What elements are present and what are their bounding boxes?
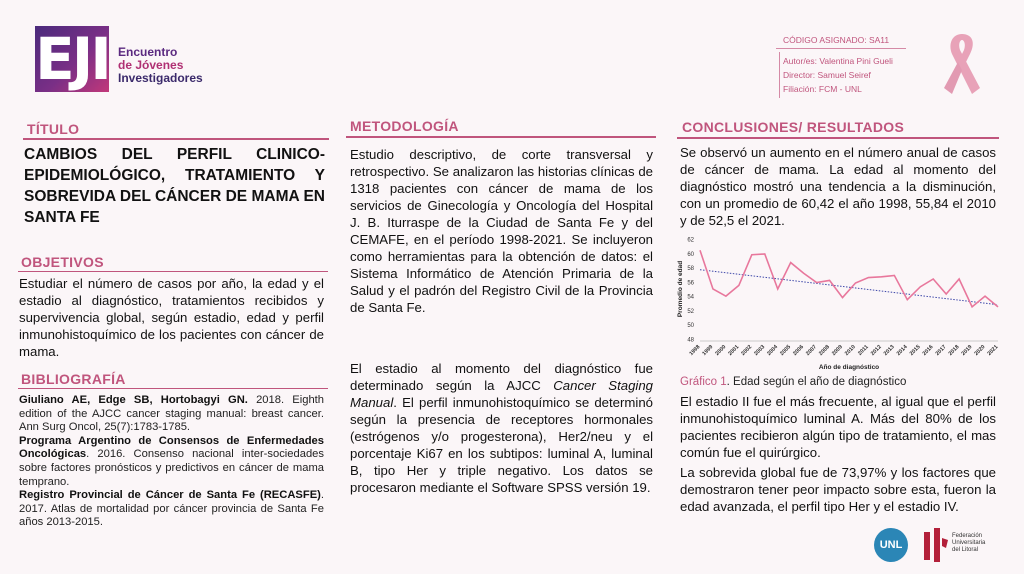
x-tick-label: 2019	[960, 344, 974, 358]
metodologia-heading: METODOLOGÍA	[350, 118, 459, 134]
x-tick-label: 2011	[857, 344, 870, 357]
header-divider	[776, 48, 906, 49]
bibliografia-list	[19, 394, 324, 530]
logo-text	[118, 46, 203, 85]
y-tick-label: 48	[687, 337, 694, 344]
x-tick-label: 2017	[934, 344, 948, 358]
age-by-year-chart	[676, 233, 1004, 375]
director: Director: Samuel Seiref	[783, 70, 871, 80]
x-tick-label: 2002	[740, 344, 754, 358]
x-tick-label: 2010	[843, 344, 857, 358]
conclusiones-heading: CONCLUSIONES/ RESULTADOS	[682, 119, 905, 135]
pink-ribbon-icon	[938, 30, 986, 102]
metodologia-p2: El estadio al momento del diagnóstico fue determinado según la AJCC Cancer Staging Manual. El perfil inmunohistoquímico se determinó según la presencia de receptores hormonales (estrógenos y/o progesterona), Her2/neu y el porcentaje Ki67 en los subtipos: luminal A, luminal B, tipo Her y triple negativo. Los datos se procesaron mediante el Software SPSS versión 19.	[350, 361, 653, 495]
header-vertical-line	[779, 52, 780, 98]
y-axis-title: Promedio de edad	[677, 260, 684, 318]
x-tick-label: 2004	[766, 344, 780, 358]
x-tick-label: 2001	[727, 344, 741, 358]
x-tick-label: 1999	[701, 344, 715, 358]
titulo-underline	[23, 138, 329, 140]
titulo-heading: TÍTULO	[27, 121, 80, 137]
y-tick-label: 58	[687, 266, 694, 273]
logo-line-1: Encuentro	[118, 45, 178, 59]
x-tick-label: 2005	[779, 344, 793, 358]
y-tick-label: 52	[687, 308, 694, 315]
x-tick-label: 2007	[805, 344, 819, 358]
x-tick-label: 2013	[882, 344, 896, 358]
x-tick-label: 1998	[688, 344, 702, 358]
reference-item: Registro Provincial de Cáncer de Santa Fe (RECASFE). 2017. Atlas de mortalidad por cáncer provincia de Santa Fe años 2013-2015.	[19, 489, 324, 529]
bibliografia-heading: BIBLIOGRAFÍA	[21, 371, 126, 387]
x-tick-label: 2012	[869, 344, 883, 358]
fuu-logo-text: Federación Universitaria del Litoral	[952, 533, 986, 553]
chart-caption: Gráfico 1. Edad según el año de diagnóstico	[680, 376, 907, 388]
metodologia-underline	[346, 136, 656, 138]
y-tick-label: 54	[687, 294, 694, 301]
x-tick-label: 2021	[986, 344, 1000, 358]
conclusiones-p1: Se observó un aumento en el número anual de casos de cáncer de mama. La edad al momento del diagnóstico mostró una tendencia a la disminución, con un promedio de 60,42 el año 1998, 55,84 el 2010 y de 52,5 el 2021.	[680, 145, 996, 228]
conclusiones-underline	[677, 137, 999, 139]
objetivos-underline	[18, 271, 328, 272]
x-tick-label: 2016	[921, 344, 935, 358]
filiacion: Filiación: FCM - UNL	[783, 84, 862, 94]
unl-logo: UNL	[874, 528, 908, 562]
eji-logo-letters: EJI	[35, 25, 109, 93]
x-tick-label: 2018	[947, 344, 961, 358]
reference-item: Giuliano AE, Edge SB, Hortobagyi GN. 2018. Eighth edition of the AJCC cancer staging manual: breast cancer. Ann Surg Oncol, 25(7):1783-1785.	[19, 394, 324, 434]
x-tick-label: 2009	[831, 344, 844, 358]
x-tick-label: 2006	[792, 344, 806, 358]
objetivos-heading: OBJETIVOS	[21, 254, 104, 270]
main-title: CAMBIOS DEL PERFIL CLINICO-EPIDEMIOLÓGICO, TRATAMIENTO Y SOBREVIDA DEL CÁNCER DE MAMA EN SANTA FE	[24, 146, 325, 226]
bibliografia-underline	[18, 388, 328, 389]
metodologia-p1: Estudio descriptivo, de corte transversal y retrospectivo. Se analizaron las historias clínicas de 1318 pacientes con cáncer de mama de los servicios de Ginecología y Oncología del Hospital J. B. Iturraspe de la Ciudad de Santa Fe y del CEMAFE, en el período 1998-2021. Se incluyeron como herramientas para la obtención de datos: el Sistema Informático de Atención Primaria de la Salud y el padrón del Registro Civil de la Provincia de Santa Fe.	[350, 147, 653, 315]
conclusiones-p2: El estadio II fue el más frecuente, al igual que el perfil inmunohistoquímico luminal A. Más del 80% de los pacientes recibieron algún tipo de tratamiento, el mas común fue el quirúrgico.	[680, 394, 996, 460]
codigo-asignado: CÓDIGO ASIGNADO: SA11	[783, 35, 890, 45]
autor: Autor/es: Valentina Pini Gueli	[783, 56, 893, 66]
x-axis-title: Año de diagnóstico	[818, 364, 880, 371]
logo-line-3: Investigadores	[118, 71, 203, 85]
fuu-logo-icon	[920, 526, 950, 566]
x-tick-label: 2003	[753, 344, 767, 358]
x-tick-label: 2008	[818, 344, 831, 358]
y-tick-label: 60	[687, 251, 694, 258]
x-tick-label: 2015	[908, 344, 922, 358]
objetivos-text: Estudiar el número de casos por año, la edad y el estadio al diagnóstico, tratamientos recibidos y supervivencia global, según estadio, edad y perfil inmunohistoquímico de los pacientes con cáncer de mama.	[19, 276, 324, 359]
trend-line	[700, 270, 998, 305]
y-tick-label: 50	[687, 323, 694, 330]
logo-line-2: de Jóvenes	[118, 58, 184, 72]
conclusiones-p3: La sobrevida global fue de 73,97% y los factores que demostraron tener peor impacto sobre esta, fueron la edad avanzada, el perfil tipo Her y el estadio IV.	[680, 465, 996, 514]
reference-item: Programa Argentino de Consensos de Enfermedades Oncológicas. 2016. Consenso nacional inter-sociedades sobre factores pronósticos y predictivos en cáncer de mama temprano.	[19, 434, 324, 488]
series-line	[700, 250, 998, 307]
x-tick-label: 2014	[895, 344, 909, 358]
y-tick-label: 56	[687, 280, 694, 287]
x-tick-label: 2020	[973, 344, 987, 358]
x-tick-label: 2000	[714, 344, 728, 358]
y-tick-label: 62	[687, 237, 694, 244]
